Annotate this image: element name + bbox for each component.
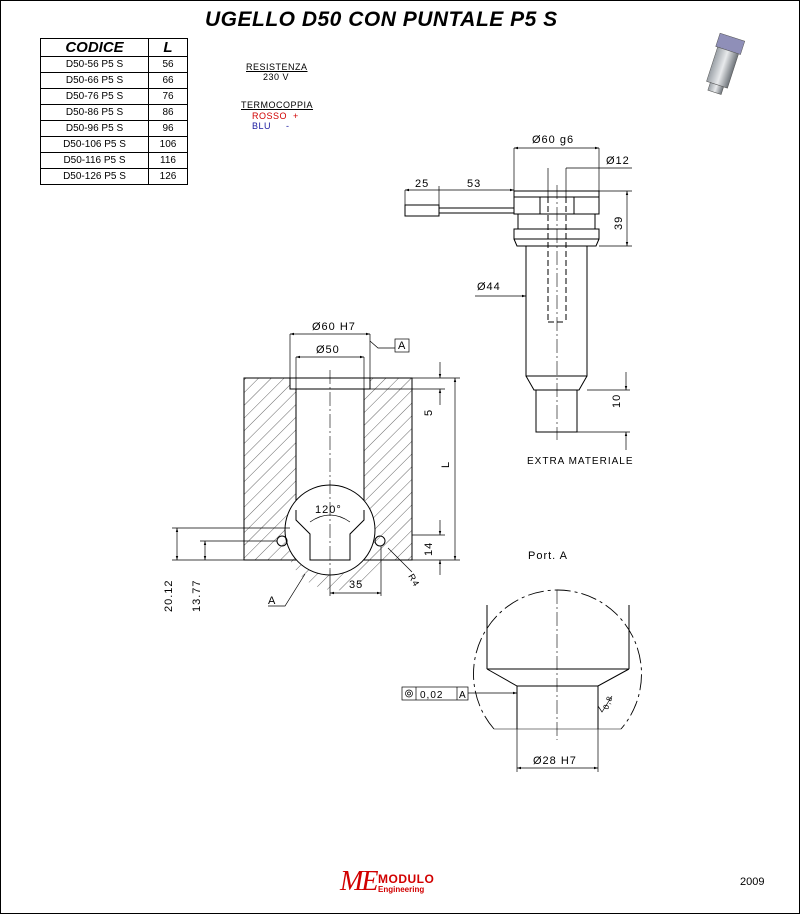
dim-5: 5: [423, 408, 435, 416]
drawing-title: UGELLO D50 CON PUNTALE P5 S: [205, 8, 558, 31]
cell-code: D50-116 P5 S: [41, 153, 149, 169]
dim-20-12: 20.12: [163, 579, 175, 612]
side-view-dimensions: [405, 148, 632, 450]
dim-25: 25: [415, 178, 430, 190]
cell-l: 96: [149, 121, 188, 137]
tolerance-value: 0,02: [420, 690, 444, 701]
termocoppia-label: TERMOCOPPIA: [241, 100, 314, 110]
cell-l: 126: [149, 169, 188, 185]
cell-code: D50-86 P5 S: [41, 105, 149, 121]
drawing-year: 2009: [740, 876, 765, 888]
dim-13-77: 13.77: [191, 579, 203, 612]
dim-d60g6: Ø60 g6: [532, 134, 575, 146]
dim-l: L: [440, 460, 452, 468]
dim-angle-120: 120°: [315, 504, 342, 516]
dim-d44: Ø44: [477, 281, 501, 293]
resistenza-label: RESISTENZA: [246, 62, 308, 72]
cell-code: D50-106 P5 S: [41, 137, 149, 153]
cell-code: D50-96 P5 S: [41, 121, 149, 137]
logo-me: ME: [340, 866, 377, 897]
termocoppia-rosso: ROSSO +: [252, 111, 299, 121]
cell-l: 66: [149, 73, 188, 89]
detail-ref-a: A: [268, 595, 277, 607]
cell-code: D50-66 P5 S: [41, 73, 149, 89]
dim-14: 14: [423, 541, 435, 556]
dim-d60h7: Ø60 H7: [312, 321, 356, 333]
cell-code: D50-126 P5 S: [41, 169, 149, 185]
dim-39: 39: [613, 215, 625, 230]
detail-a-view: [474, 590, 642, 740]
datum-a-box: A: [398, 340, 407, 352]
extra-materiale-label: EXTRA MATERIALE: [527, 456, 634, 467]
header-l: L: [149, 39, 188, 57]
dim-d28h7: Ø28 H7: [533, 755, 577, 767]
dim-10: 10: [611, 393, 623, 408]
dim-r4: R4: [406, 572, 422, 589]
cell-l: 56: [149, 57, 188, 73]
logo-engineering: Engineering: [378, 885, 425, 894]
cell-l: 106: [149, 137, 188, 153]
tolerance-datum: A: [459, 690, 467, 701]
logo-modulo: MODULO: [378, 872, 435, 886]
dim-53: 53: [467, 178, 482, 190]
nozzle-thumbnail: [702, 33, 745, 96]
cell-l: 76: [149, 89, 188, 105]
dim-d12: Ø12: [606, 155, 630, 167]
cell-l: 116: [149, 153, 188, 169]
detail-a-title: Port. A: [528, 550, 569, 562]
roughness-value: 0,8: [601, 694, 615, 711]
dim-d50: Ø50: [316, 344, 340, 356]
resistenza-value: 230 V: [263, 72, 290, 82]
termocoppia-blu: BLU -: [252, 121, 290, 131]
nozzle-side-view: [405, 185, 599, 440]
cell-l: 86: [149, 105, 188, 121]
header-codice: CODICE: [41, 39, 149, 57]
cell-code: D50-76 P5 S: [41, 89, 149, 105]
cell-code: D50-56 P5 S: [41, 57, 149, 73]
cavity-section-view: [244, 370, 412, 590]
dim-35: 35: [349, 579, 364, 591]
